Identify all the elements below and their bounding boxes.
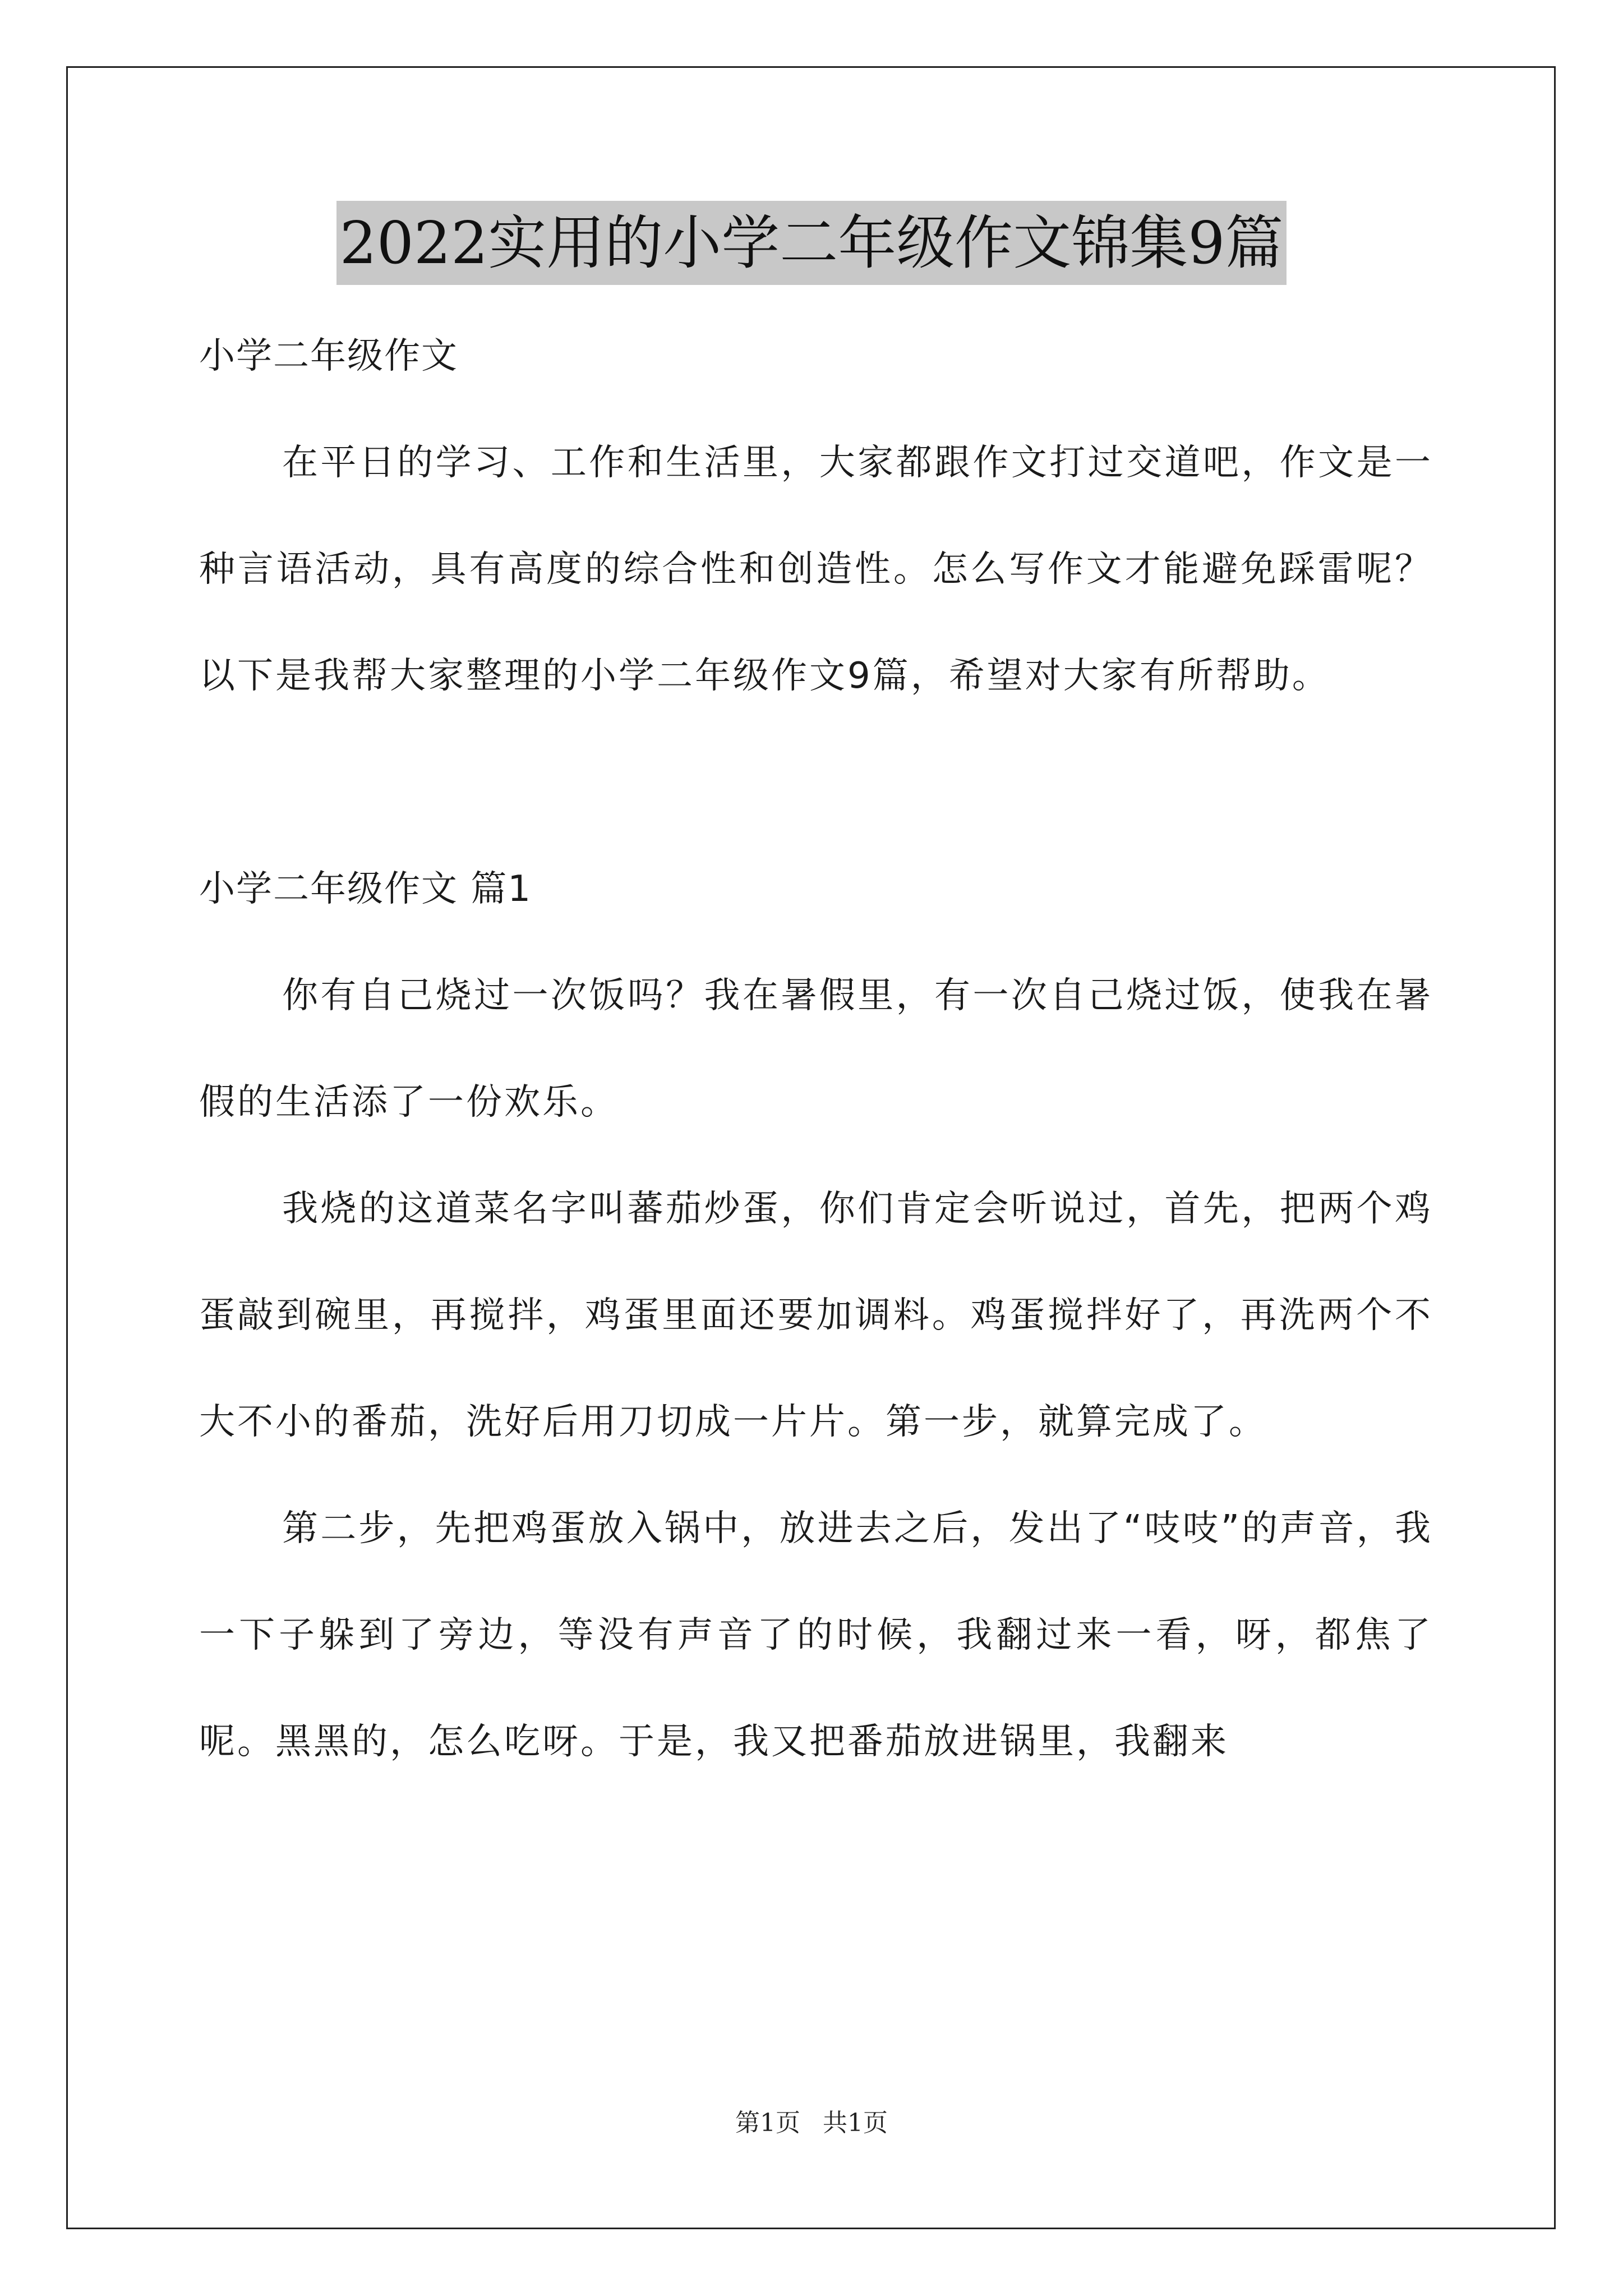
- intro-paragraph: 在平日的学习、工作和生活里，大家都跟作文打过交道吧，作文是一种言语活动，具有高度的综合性和创造性。怎么写作文才能避免踩雷呢？以下是我帮大家整理的小学二年级作文9篇，希望对大家有所帮助。: [199, 442, 1433, 697]
- section-spacer: [199, 729, 1433, 836]
- body-paragraph: 我烧的这道菜名字叫蕃茄炒蛋，你们肯定会听说过，首先，把两个鸡蛋敲到碗里，再搅拌，鸡蛋里面还要加调料。鸡蛋搅拌好了，再洗两个不大不小的番茄，洗好后用刀切成一片片。第一步，就算完成了。: [199, 1188, 1433, 1443]
- page-total: 共1页: [823, 2109, 888, 2137]
- document-body: [199, 303, 1433, 1795]
- page-number: 第1页: [735, 2109, 800, 2137]
- body-paragraph: 第二步，先把鸡蛋放入锅中，放进去之后，发出了“吱吱”的声音，我一下子躲到了旁边，等没有声音了的时候，我翻过来一看，呀，都焦了呢。黑黑的，怎么吃呀。于是，我又把番茄放进锅里，我翻来: [199, 1508, 1433, 1763]
- title-container: [0, 201, 1623, 285]
- document-title: 2022实用的小学二年级作文锦集9篇: [336, 201, 1287, 285]
- section-heading: 小学二年级作文 篇1: [199, 868, 532, 910]
- body-paragraph: 你有自己烧过一次饭吗？我在暑假里，有一次自己烧过饭，使我在暑假的生活添了一份欢乐。: [199, 975, 1433, 1123]
- page-footer: [0, 2102, 1623, 2138]
- intro-heading: 小学二年级作文: [199, 335, 458, 377]
